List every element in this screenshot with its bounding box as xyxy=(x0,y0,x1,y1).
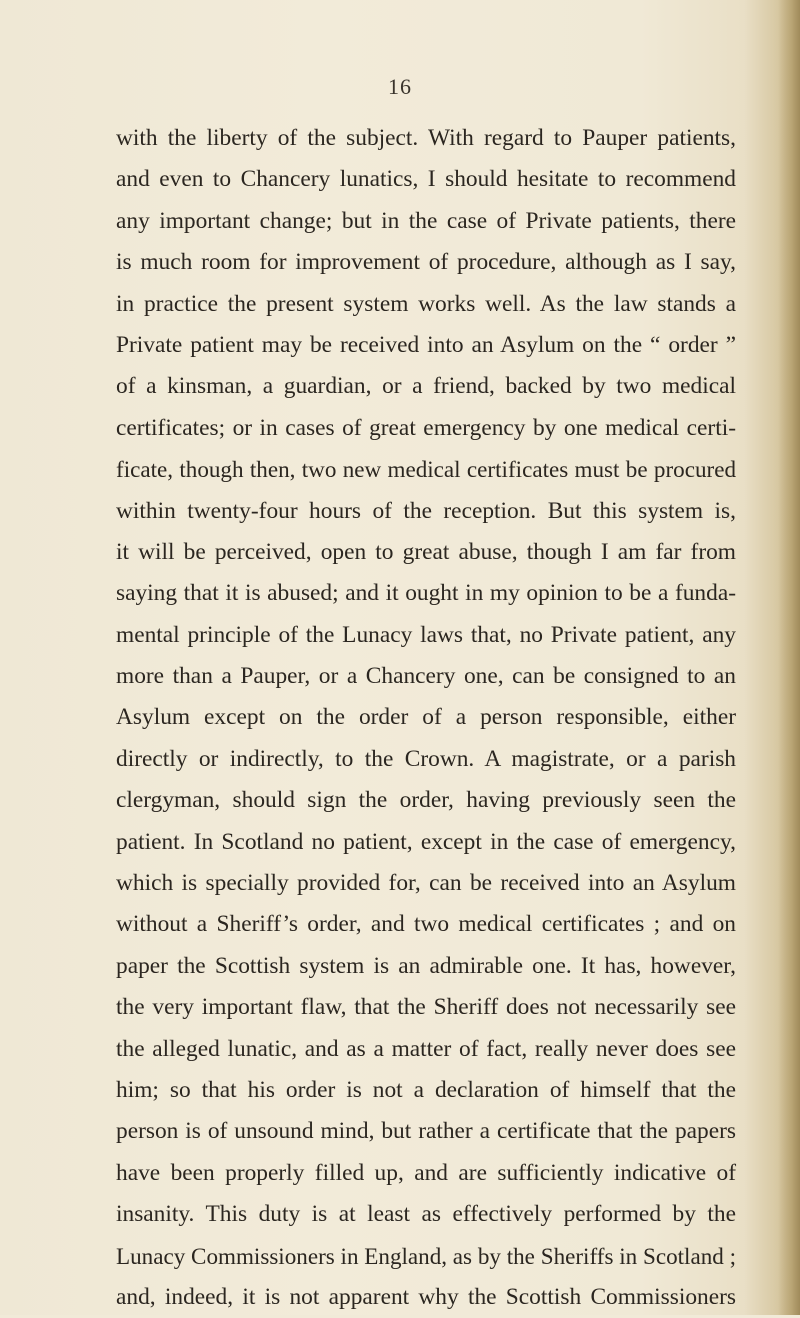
text-line: any important change; but in the case of Private patients, there xyxy=(116,207,736,234)
text-line: is much room for improvement of procedure, although as I say, xyxy=(116,249,736,276)
text-line: certificates; or in cases of great emergency by one medical certi- xyxy=(116,414,736,441)
text-line: clergyman, should sign the order, having previously seen the xyxy=(116,787,736,814)
text-line: in practice the present system works well. As the law stands a xyxy=(116,290,736,317)
text-line: and, indeed, it is not apparent why the Scottish Commissioners xyxy=(116,1283,736,1310)
text-line: directly or indirectly, to the Crown. A magistrate, or a parish xyxy=(116,745,736,772)
text-line: saying that it is abused; and it ought in my opinion to be a funda- xyxy=(116,580,736,607)
text-line: paper the Scottish system is an admirable one. It has, however, xyxy=(116,952,736,979)
text-line: mental principle of the Lunacy laws that, no Private patient, any xyxy=(116,621,736,648)
text-line: have been properly filled up, and are sufficiently indicative of xyxy=(116,1159,736,1186)
text-line: the very important flaw, that the Sheriff does not necessarily see xyxy=(116,994,736,1021)
text-line: patient. In Scotland no patient, except in the case of emergency, xyxy=(116,828,736,855)
text-line: Lunacy Commissioners in England, as by the Sheriffs in Scotland ; xyxy=(116,1242,736,1269)
text-line: the alleged lunatic, and as a matter of fact, really never does see xyxy=(116,1035,736,1062)
page-number: 16 xyxy=(388,74,412,99)
text-line: Private patient may be received into an Asylum on the “ order ” xyxy=(116,331,736,358)
text-line: ficate, though then, two new medical certificates must be procured xyxy=(116,456,736,483)
page-edge-shadow xyxy=(778,0,800,1315)
text-line: Asylum except on the order of a person responsible, either xyxy=(116,704,736,731)
text-line: person is of unsound mind, but rather a certificate that the papers xyxy=(116,1118,736,1145)
text-line: which is specially provided for, can be received into an Asylum xyxy=(116,870,736,897)
text-line: insanity. This duty is at least as effectively performed by the xyxy=(116,1201,736,1228)
text-line: of a kinsman, a guardian, or a friend, backed by two medical xyxy=(116,373,736,400)
text-line: more than a Pauper, or a Chancery one, can be consigned to an xyxy=(116,663,736,690)
text-line: and even to Chancery lunatics, I should hesitate to recommend xyxy=(116,166,736,193)
body-text xyxy=(116,118,736,1318)
text-line: him; so that his order is not a declaration of himself that the xyxy=(116,1076,736,1103)
text-line: without a Sheriff’s order, and two medical certificates ; and on xyxy=(116,911,736,938)
text-line: it will be perceived, open to great abuse, though I am far from xyxy=(116,538,736,565)
text-line: with the liberty of the subject. With regard to Pauper patients, xyxy=(116,125,736,151)
text-line: within twenty-four hours of the reception. But this system is, xyxy=(116,497,736,524)
